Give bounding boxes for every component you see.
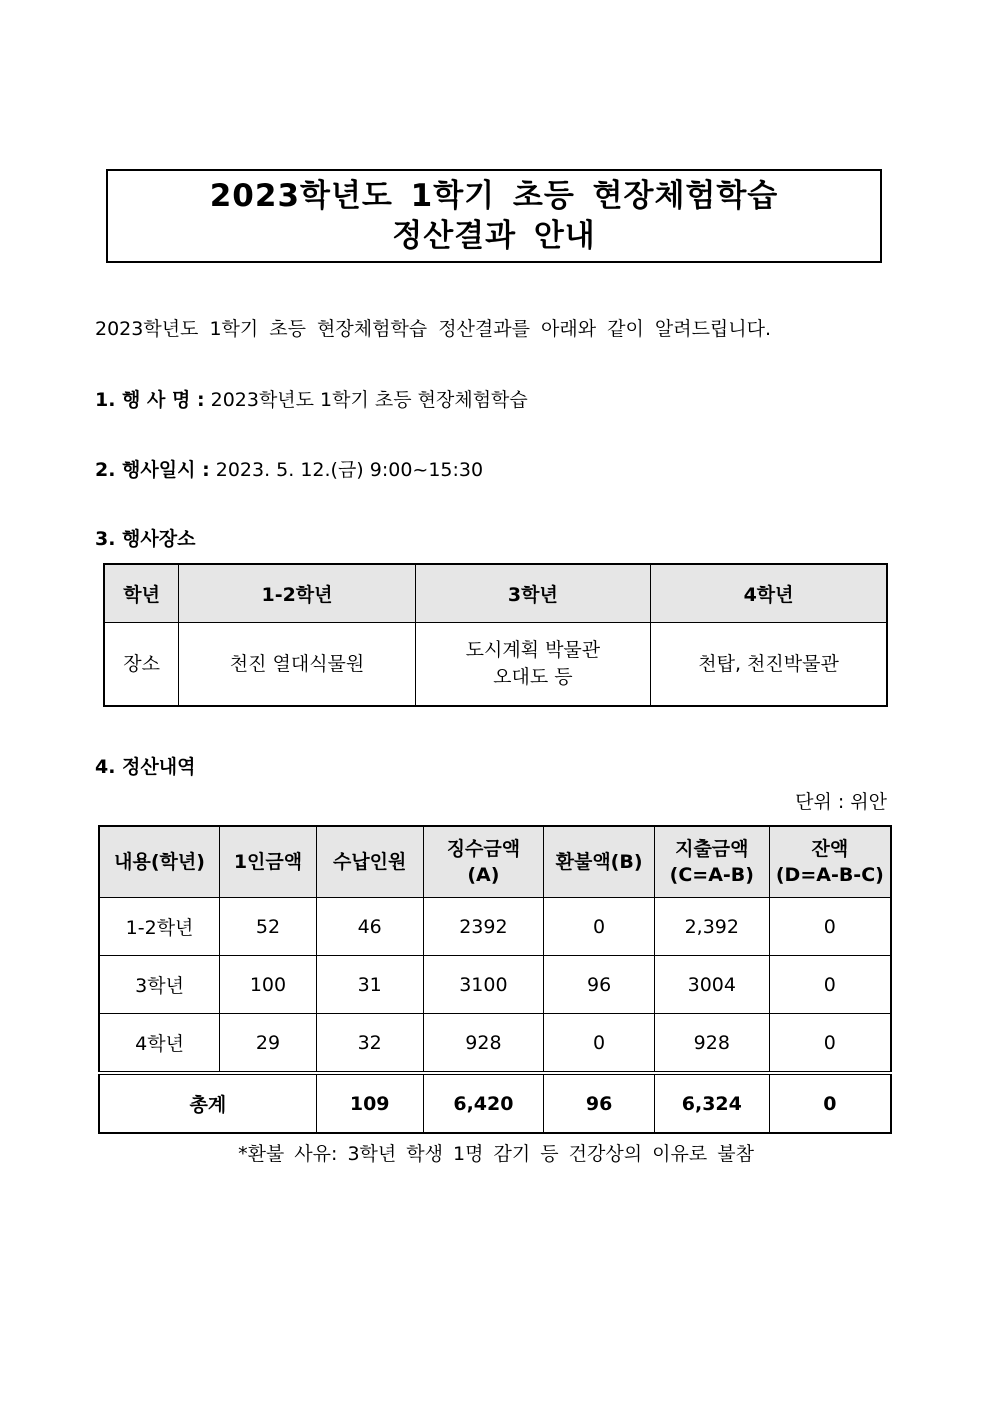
refund-note: *환불 사유: 3학년 학생 1명 감기 등 건강상의 이유로 불참 bbox=[238, 1143, 754, 1165]
total-collected: 6,420 bbox=[423, 1073, 544, 1133]
total-count: 109 bbox=[316, 1073, 423, 1133]
settlement-heading bbox=[95, 752, 195, 779]
venue-header-4: 4학년 bbox=[651, 564, 887, 623]
settlement-header-row bbox=[99, 826, 891, 898]
venue-row-label: 장소 bbox=[104, 623, 179, 707]
settlement-table bbox=[98, 825, 892, 1134]
total-refund: 96 bbox=[544, 1073, 655, 1133]
header-spent-line1: 지출금액 bbox=[675, 838, 749, 860]
unit-label: 단위 : 위안 bbox=[795, 791, 887, 813]
event-name-value: 2023학년도 1학기 초등 현장체험학습 bbox=[204, 389, 528, 411]
cell-per-person: 29 bbox=[220, 1014, 317, 1074]
header-balance bbox=[769, 826, 891, 898]
intro-text: 2023학년도 1학기 초등 현장체험학습 정산결과를 아래와 같이 알려드립니다. bbox=[95, 318, 772, 340]
venue-header-row bbox=[104, 564, 887, 623]
venue-header-3: 3학년 bbox=[415, 564, 650, 623]
cell-per-person: 52 bbox=[220, 898, 317, 956]
cell-count: 32 bbox=[316, 1014, 423, 1074]
total-balance: 0 bbox=[769, 1073, 891, 1133]
title-line-2: 정산결과 안내 bbox=[392, 218, 596, 254]
table-row bbox=[99, 898, 891, 956]
event-name bbox=[95, 385, 528, 412]
header-per-person: 1인금액 bbox=[220, 826, 317, 898]
table-row bbox=[99, 956, 891, 1014]
header-count: 수납인원 bbox=[316, 826, 423, 898]
event-date-label: 2. 행사일시 : bbox=[95, 459, 210, 481]
cell-refund: 0 bbox=[544, 898, 655, 956]
header-spent bbox=[654, 826, 769, 898]
event-date bbox=[95, 455, 483, 482]
header-content: 내용(학년) bbox=[99, 826, 220, 898]
cell-collected: 3100 bbox=[423, 956, 544, 1014]
header-collected-line1: 징수금액 bbox=[446, 838, 521, 860]
header-collected bbox=[423, 826, 544, 898]
cell-balance: 0 bbox=[769, 1014, 891, 1074]
settlement-heading-text: 4. 정산내역 bbox=[95, 756, 196, 778]
cell-collected: 2392 bbox=[423, 898, 544, 956]
total-label: 총계 bbox=[99, 1073, 316, 1133]
venue-place-row bbox=[104, 623, 887, 707]
venue-table bbox=[103, 563, 888, 707]
total-row bbox=[99, 1073, 891, 1133]
table-row bbox=[99, 1014, 891, 1074]
cell-count: 46 bbox=[316, 898, 423, 956]
cell-refund: 96 bbox=[544, 956, 655, 1014]
header-refund: 환불액(B) bbox=[544, 826, 655, 898]
venue-place-4: 천탑, 천진박물관 bbox=[651, 623, 887, 707]
cell-refund: 0 bbox=[544, 1014, 655, 1074]
title-box bbox=[106, 169, 882, 263]
cell-spent: 2,392 bbox=[654, 898, 769, 956]
cell-grade: 1-2학년 bbox=[99, 898, 220, 956]
venue-place-3-line2: 오대도 등 bbox=[493, 666, 573, 688]
title-line-1: 2023학년도 1학기 초등 현장체험학습 bbox=[209, 178, 779, 214]
venue-place-3-line1: 도시계획 박물관 bbox=[465, 639, 601, 661]
cell-per-person: 100 bbox=[220, 956, 317, 1014]
venue-header-1-2: 1-2학년 bbox=[179, 564, 415, 623]
total-spent: 6,324 bbox=[654, 1073, 769, 1133]
cell-grade: 3학년 bbox=[99, 956, 220, 1014]
cell-balance: 0 bbox=[769, 956, 891, 1014]
venue-heading-text: 3. 행사장소 bbox=[95, 528, 196, 550]
venue-heading bbox=[95, 524, 195, 551]
event-name-label: 1. 행 사 명 : bbox=[95, 389, 205, 411]
header-balance-line2: (D=A-B-C) bbox=[775, 864, 884, 886]
cell-collected: 928 bbox=[423, 1014, 544, 1074]
cell-spent: 3004 bbox=[654, 956, 769, 1014]
event-date-value: 2023. 5. 12.(금) 9:00~15:30 bbox=[209, 459, 484, 481]
venue-place-3 bbox=[415, 623, 650, 707]
cell-spent: 928 bbox=[654, 1014, 769, 1074]
venue-header-grade: 학년 bbox=[104, 564, 179, 623]
cell-grade: 4학년 bbox=[99, 1014, 220, 1074]
cell-balance: 0 bbox=[769, 898, 891, 956]
header-collected-line2: (A) bbox=[467, 864, 500, 886]
cell-count: 31 bbox=[316, 956, 423, 1014]
header-spent-line2: (C=A-B) bbox=[669, 864, 754, 886]
venue-place-1-2: 천진 열대식물원 bbox=[179, 623, 415, 707]
header-balance-line1: 잔액 bbox=[811, 838, 849, 860]
